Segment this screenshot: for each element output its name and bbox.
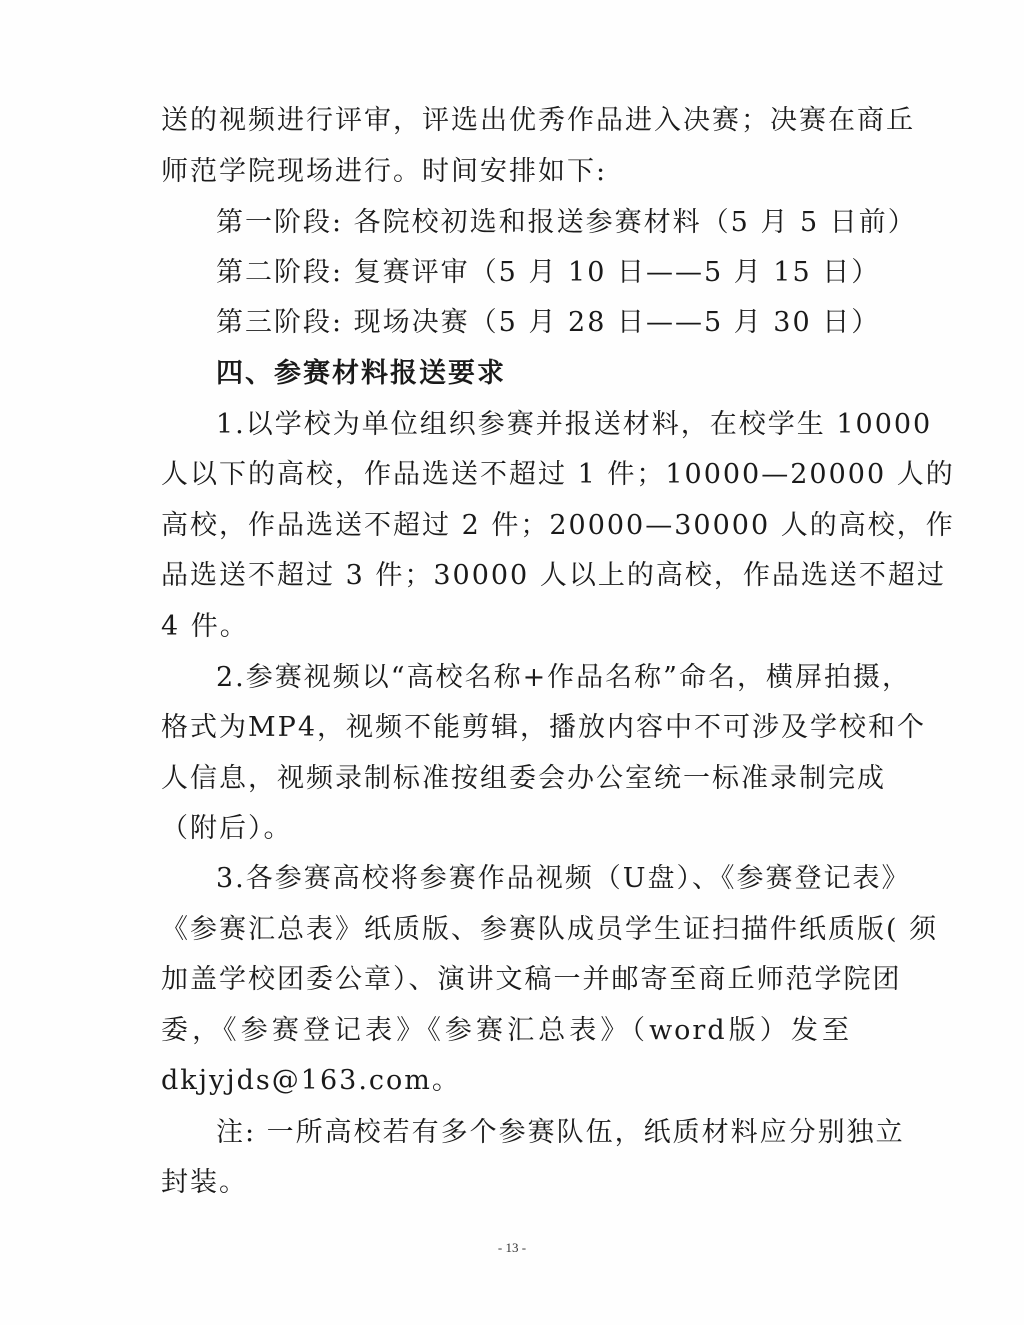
paragraph-line: 师范学院现场进行。时间安排如下: (161, 156, 608, 187)
paragraph-line: 人以下的高校，作品选送不超过 1 件；10000—20000 人的 (161, 459, 955, 490)
paragraph-line: 4 件。 (161, 611, 249, 642)
email-address: dkjyjds@163.com。 (161, 1065, 461, 1096)
paragraph-line: 3.各参赛高校将参赛作品视频（U盘）、《参赛登记表》 (216, 863, 911, 894)
schedule-stage-2: 第二阶段: 复赛评审（5 月 10 日——5 月 15 日） (216, 257, 881, 288)
section-heading: 四、参赛材料报送要求 (216, 358, 506, 389)
schedule-stage-3: 第三阶段: 现场决赛（5 月 28 日——5 月 30 日） (216, 307, 881, 338)
paragraph-line: 1.以学校为单位组织参赛并报送材料，在校学生 10000 (216, 409, 933, 440)
paragraph-line: （附后）。 (161, 813, 293, 844)
schedule-stage-1: 第一阶段: 各院校初选和报送参赛材料（5 月 5 日前） (216, 207, 917, 238)
paragraph-line: 品选送不超过 3 件；30000 人以上的高校，作品选送不超过 (161, 560, 946, 591)
note-line: 注: 一所高校若有多个参赛队伍，纸质材料应分别独立 (216, 1117, 905, 1148)
page-number: - 13 - (497, 1240, 527, 1255)
paragraph-line: 2.参赛视频以“高校名称+作品名称”命名，横屏拍摄， (216, 662, 911, 693)
paragraph-line: 委，《参赛登记表》《参赛汇总表》（word版）发至 (161, 1015, 851, 1046)
note-line: 封装。 (161, 1167, 248, 1198)
paragraph-line: 格式为MP4，视频不能剪辑，播放内容中不可涉及学校和个 (161, 712, 926, 743)
paragraph-line: 人信息，视频录制标准按组委会办公室统一标准录制完成 (161, 763, 886, 794)
paragraph-line: 高校，作品选送不超过 2 件；20000—30000 人的高校，作 (161, 510, 955, 541)
paragraph-line: 加盖学校团委公章）、演讲文稿一并邮寄至商丘师范学院团 (161, 964, 902, 995)
paragraph-line: 《参赛汇总表》纸质版、参赛队成员学生证扫描件纸质版( 须 (161, 914, 939, 945)
paragraph-line: 送的视频进行评审，评选出优秀作品进入决赛；决赛在商丘 (161, 105, 915, 136)
